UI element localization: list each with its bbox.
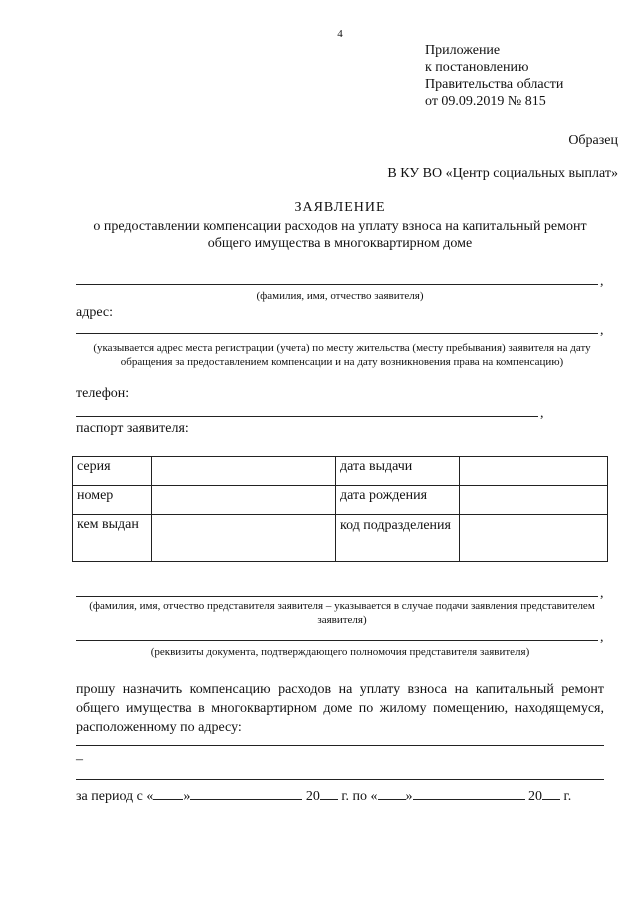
addressee: В КУ ВО «Центр социальных выплат» — [387, 166, 618, 181]
page-number: 4 — [337, 28, 343, 40]
address-field-line[interactable] — [76, 333, 598, 334]
fio-caption: (фамилия, имя, отчество заявителя) — [256, 290, 424, 302]
issue-date-input[interactable] — [460, 457, 608, 486]
start-month-field[interactable] — [190, 786, 302, 800]
fio-field-line[interactable] — [76, 284, 598, 285]
series-input[interactable] — [152, 457, 336, 486]
birth-date-input[interactable] — [460, 486, 608, 515]
end-close-quote: » — [405, 789, 413, 804]
representative-field-line[interactable] — [76, 596, 598, 597]
representative-comma: , — [600, 586, 604, 601]
document-title: ЗАЯВЛЕНИЕ — [294, 200, 386, 215]
issued-by-label: кем выдан — [73, 515, 152, 562]
birth-date-label: дата рождения — [336, 486, 460, 515]
phone-comma: , — [540, 406, 544, 421]
start-day-field[interactable] — [153, 786, 183, 800]
number-label: номер — [73, 486, 152, 515]
end-month-field[interactable] — [413, 786, 525, 800]
number-input[interactable] — [152, 486, 336, 515]
appendix-block — [425, 42, 563, 110]
fio-comma: , — [600, 274, 604, 289]
series-label: серия — [73, 457, 152, 486]
passport-table — [72, 456, 608, 562]
address-dash: – — [76, 752, 83, 767]
start-year-suffix: г. по « — [341, 789, 378, 804]
authority-doc-field-line[interactable] — [76, 640, 598, 641]
start-year-prefix: 20 — [305, 789, 320, 804]
end-year-field[interactable] — [542, 786, 560, 800]
end-year-prefix: 20 — [528, 789, 543, 804]
table-row — [73, 515, 608, 562]
division-code-input[interactable] — [460, 515, 608, 562]
phone-field-line[interactable] — [76, 416, 538, 417]
appendix-line-4: от 09.09.2019 № 815 — [425, 94, 546, 109]
table-row — [73, 457, 608, 486]
start-close-quote: » — [183, 789, 191, 804]
table-row — [73, 486, 608, 515]
property-address-line-2[interactable] — [76, 779, 604, 780]
issued-by-input[interactable] — [152, 515, 336, 562]
address-comma: , — [600, 323, 604, 338]
address-caption: (указывается адрес места регистрации (учета) по месту жительства (месту пребывания) заявителя на дату обращения за предоставлением компенсации и на дату возникновения права на компенсацию) — [93, 342, 591, 368]
sample-label: Образец — [568, 133, 618, 148]
period-row — [76, 786, 608, 805]
property-address-line-1[interactable] — [76, 745, 604, 746]
end-day-field[interactable] — [378, 786, 406, 800]
authority-doc-comma: , — [600, 630, 604, 645]
start-year-field[interactable] — [320, 786, 338, 800]
appendix-line-3: Правительства области — [425, 77, 564, 92]
appendix-line-2: к постановлению — [425, 60, 529, 75]
address-label: адрес: — [76, 305, 114, 320]
passport-label: паспорт заявителя: — [76, 421, 189, 436]
division-code-label: код подразделения — [336, 515, 460, 562]
authority-doc-caption: (реквизиты документа, подтверждающего полномочия представителя заявителя) — [150, 646, 530, 658]
phone-label: телефон: — [76, 386, 130, 401]
request-text: прошу назначить компенсацию расходов на уплату взноса на капитальный ремонт общего имущества в многоквартирном доме по жилому помещению, находящемуся, расположенному по адресу: — [76, 682, 604, 735]
end-suffix: г. — [563, 789, 572, 804]
representative-caption: (фамилия, имя, отчество представителя заявителя – указывается в случае подачи заявления представителем заявителя) — [89, 600, 595, 626]
document-subtitle: о предоставлении компенсации расходов на уплату взноса на капитальный ремонт общего имущества в многоквартирном доме — [93, 219, 587, 251]
period-prefix: за период с « — [76, 789, 154, 804]
issue-date-label: дата выдачи — [336, 457, 460, 486]
appendix-line-1: Приложение — [425, 43, 501, 58]
